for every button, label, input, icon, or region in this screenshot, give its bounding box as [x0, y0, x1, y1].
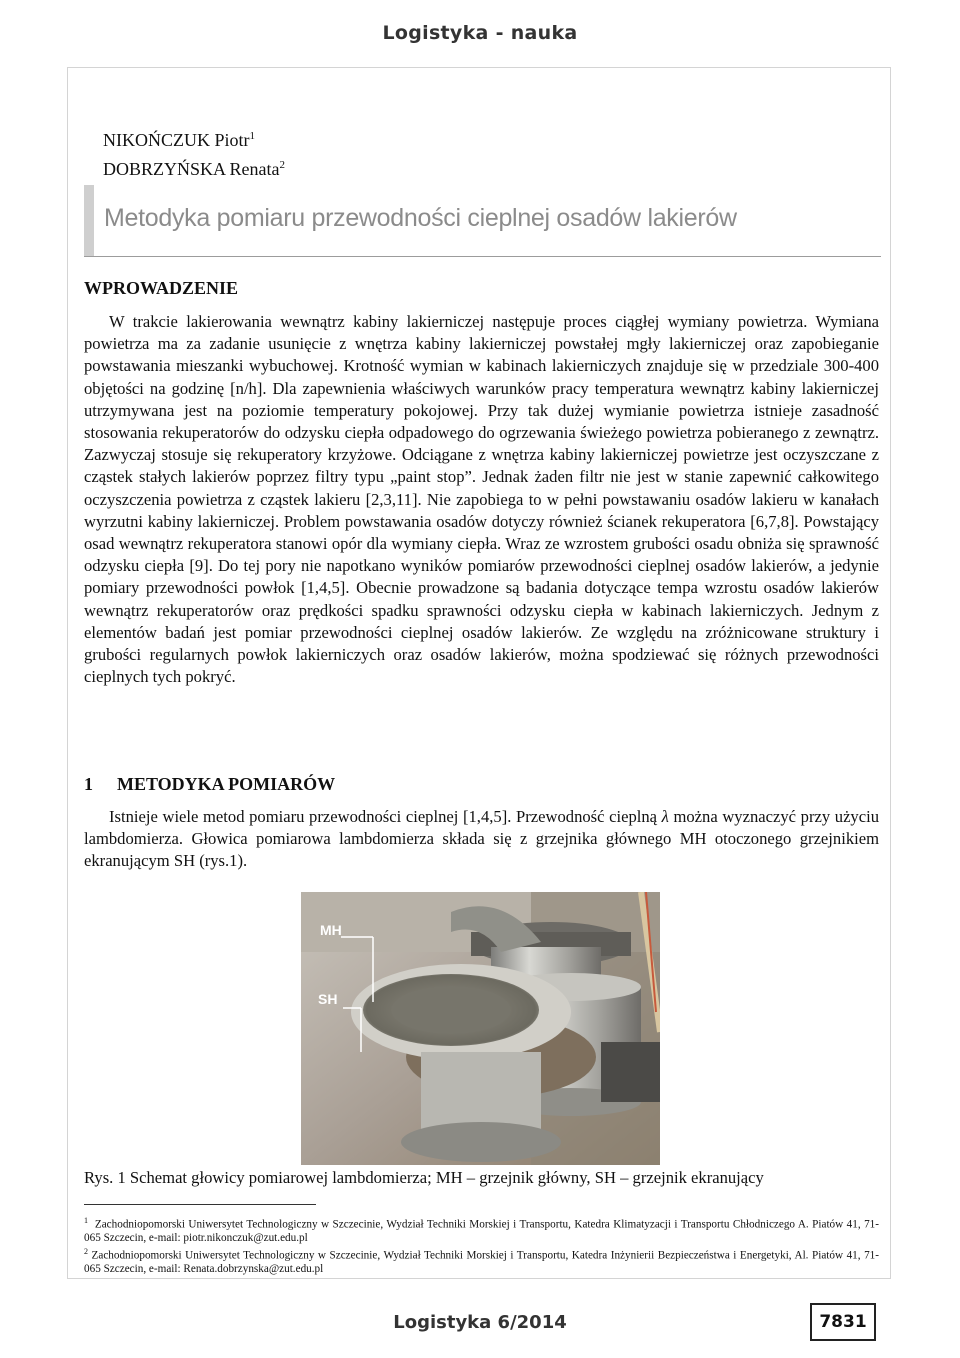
- label-mh: MH: [320, 922, 342, 938]
- author-2: [103, 153, 285, 182]
- footnote-1: [84, 1214, 879, 1246]
- section-1-heading: [84, 774, 335, 795]
- footnote-rule: [84, 1204, 316, 1205]
- lambda-symbol: λ: [661, 807, 669, 826]
- label-sh: SH: [318, 991, 338, 1007]
- footnote-1-text: Zachodniopomorski Uniwersytet Technologiczny w Szczecinie, Wydział Techniki Morskiej i Transportu, Katedra Klimatyzacji i Transportu Chłodniczego A. Piatów 41, 71-065 Szczecin, e-mail: piotr.nikonczuk@zut.edu.pl: [84, 1218, 879, 1245]
- lambdometer-photo: [301, 892, 660, 1165]
- paper-title: Metodyka pomiaru przewodności cieplnej osadów lakierów: [104, 204, 737, 232]
- intro-paragraph: W trakcie lakierowania wewnątrz kabiny lakierniczej następuje proces ciągłej wymiany powietrza. Wymiana powietrza ma za zadanie usunięcie z wnętrza kabiny lakierniczej powstałej mgły lakierniczej oraz zapobieganie powstawania mieszanki wybuchowej. Krotność wymian w kabinach lakierniczych znajduje się w przedziale 300-400 objętości na godzinę [n/h]. Dla zapewnienia właściwych warunków pracy temperatura wewnątrz kabiny lakierniczej utrzymywana jest na poziomie temperatury pokojowej. Przy tak dużej wymianie powietrza istnieje zasadność stosowania rekuperatorów do odzysku ciepła odpadowego do ogrzewania świeżego powietrza pobieranego z zewnątrz. Zazwyczaj stosuje się rekuperatory krzyżowe. Odciągane z wnętrza kabiny lakierniczej powietrze jest oczyszczane z cząstek stałych lakierów poprzez filtry typu „paint stop”. Jednak żaden filtr nie jest w stanie zapewnić całkowitego oczyszczenia powietrza z cząstek lakieru [2,3,11]. Nie zapobiega to w pełni powstawaniu osadów lakieru w kanałach wyrzutni kabiny lakierniczej. Problem powstawania osadów dotyczy również ścianek rekuperatora [6,7,8]. Powstający osad wewnątrz rekuperatora stanowi opór dla wymiany ciepła. Wraz ze wzrostem grubości osadu obniża się sprawność odzysku ciepła [9]. Do tej pory nie napotkano wyników pomiarów przewodności cieplnej osadów lakierów, a jedynie pomiary przewodności powłok [1,4,5]. Obecnie prowadzone są badania dotyczące tempa wzrostu osadów lakierów wewnątrz rekuperatorów oraz prędkości spadku sprawności odzysku ciepła w kabinach lakierniczych. Jednym z elementów badań jest pomiar przewodności cieplnej osadów lakierów. Ze względu na zróżnicowane struktury i grubości regularnych powłok lakierniczych oraz osadów lakierów, można spodziewać się różnych przewodności cieplnych tych pokryć.: [84, 312, 879, 687]
- journal-issue-footer: Logistyka 6/2014: [393, 1312, 567, 1333]
- authors-block: [103, 124, 285, 182]
- footnote-1-sup: 1: [84, 1216, 88, 1225]
- figure-caption: Rys. 1 Schemat głowicy pomiarowej lambdomierza; MH – grzejnik główny, SH – grzejnik ekranujący: [84, 1168, 764, 1187]
- section-1-title: METODYKA POMIARÓW: [117, 774, 336, 794]
- section-1-number: 1: [84, 774, 93, 794]
- author-1: [103, 124, 285, 153]
- intro-heading: WPROWADZENIE: [84, 278, 239, 298]
- author-2-sup: 2: [279, 159, 285, 171]
- footnote-2-text: Zachodniopomorski Uniwersytet Technologiczny w Szczecinie, Wydział Techniki Morskiej i Transportu, Katedra Inżynierii Bezpieczeństwa i Energetyki, Al. Piatów 41, 71-065 Szczecin, e-mail: Renata.dobrzynska@zut.edu.pl: [84, 1249, 879, 1276]
- footnote-2-sup: 2: [84, 1247, 88, 1256]
- journal-section-header: Logistyka - nauka: [382, 22, 578, 44]
- footnote-2: [84, 1245, 879, 1277]
- title-rule: [84, 256, 881, 257]
- page-number: 7831: [810, 1303, 876, 1341]
- title-accent-bar: [84, 185, 94, 257]
- section-1-text-start: Istnieje wiele metod pomiaru przewodności cieplnej [1,4,5]. Przewodność cieplną: [109, 807, 662, 826]
- author-1-name: NIKOŃCZUK Piotr: [103, 130, 250, 150]
- section-1-paragraph: [84, 806, 879, 873]
- author-2-name: DOBRZYŃSKA Renata: [103, 159, 280, 179]
- author-1-sup: 1: [249, 130, 255, 142]
- section-1-text-end: można wyznaczyć przy użyciu lambdomierza. Głowica pomiarowa lambdomierza składa się z grzejnika głównego MH otoczonego grzejnikiem ekranującym SH (rys.1).: [84, 807, 879, 871]
